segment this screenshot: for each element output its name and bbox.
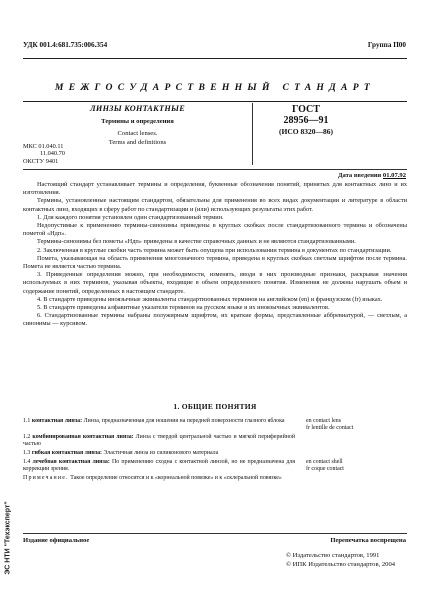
copyright-1991: © Издательство стандартов, 1991 <box>286 552 380 559</box>
term-name: лечебная контактная линза <box>32 459 108 466</box>
classification-codes <box>23 143 65 165</box>
term-en: en contact shell <box>306 459 343 466</box>
standard-type-heading: МЕЖГОСУДАРСТВЕННЫЙ СТАНДАРТ <box>54 82 376 93</box>
mks-code-1: 01.040.11 <box>38 143 64 150</box>
paragraph: 4. В стандарте приведены иноязычные эквиваленты стандартизованных терминов на английском (en) и французском (fr) языках. <box>37 295 383 303</box>
okstu-label: ОКСТУ <box>23 157 45 165</box>
term-number: 1.2 <box>23 434 31 440</box>
term-fr: fr lentille de contact <box>306 425 354 432</box>
date-rule <box>23 169 407 170</box>
paragraph: Термины-синонимы без пометы «Ндп» приведены в качестве справочных данных и не являются стандартизованными. <box>37 238 356 246</box>
note-text: Такое определение относится и к «корнеальной повязке» и к «склеральной повязке» <box>70 475 282 482</box>
term-en: en contact lens <box>306 418 342 424</box>
reprint-notice: Перепечатка воспрещена <box>330 537 406 544</box>
date-label: Дата введения <box>337 172 382 179</box>
term-definition: Эластичная линза из силиконового материала <box>103 450 219 457</box>
title-divider <box>252 103 253 165</box>
side-stamp <box>3 478 13 598</box>
paragraph: Помета, указывающая на область применения многозначного термина, приведена в круглых скобках светлым шрифтом после термина. Помета не является частью термина. <box>23 254 407 271</box>
term-name: контактная линза <box>31 418 81 424</box>
document-title: ЛИНЗЫ КОНТАКТНЫЕ <box>89 104 186 113</box>
term-number: 1.3 <box>23 450 31 457</box>
english-subtitle: Terms and definitions <box>108 139 167 146</box>
term-note <box>23 475 407 482</box>
term-definition: По применению сходна с контактной линзой, но не предназначена для коррекции зрения. <box>23 459 295 473</box>
iso-reference: (ИСО 8320—86) <box>279 127 333 136</box>
paragraph: 6. Стандартизованные термины набраны полужирным шрифтом, их краткие формы, представленные аббревиатурой, — светлым, а синонимы — курсивом. <box>23 312 407 328</box>
term-fr: fr coque contact <box>306 466 344 473</box>
term-definition: Линза, предназначенная для ношения на передней поверхности глазного яблока <box>83 418 285 424</box>
introduction-date <box>338 172 406 179</box>
english-title: Contact lenses. <box>117 130 158 137</box>
mks-code-2: 11.040.70 <box>40 150 65 158</box>
mks-label: МКС <box>23 143 37 150</box>
document-subtitle: Термины и определения <box>101 118 174 125</box>
body-text <box>23 181 407 329</box>
paragraph: 5. В стандарте приведены алфавитные указатели терминов на русском языке и их иноязычных эквивалентов. <box>37 304 330 312</box>
term-entry: 1.1 контактная линза: Линза, предназначенная для ношения на передней поверхности глазного яблока en contact lens fr lentille de contact <box>23 418 407 432</box>
okstu-code: 9401 <box>45 157 59 165</box>
side-stamp-text: ЭС НТИ "Техэксперт" <box>4 501 12 575</box>
term-entry: 1.2 комбинированная контактная линза: Линза с твердой центральной частью и мягкой периферийной частью <box>23 434 295 448</box>
date-value: 01.07.92 <box>382 172 406 179</box>
term-number: 1.4 <box>23 459 31 466</box>
term-entry: 1.4 лечебная контактная линза: По применению сходна с контактной линзой, но не предназначена для коррекции зрения. en contact shell fr coque contact <box>23 459 407 473</box>
udk-code: УДК 001.4:681.735:006.354 <box>23 41 108 49</box>
paragraph: Термины, установленные настоящим стандартом, обязательны для применения во всех видах документации и литературе в области контактных линз, входящих в сферу работ по стандартизации и (или) использующих результаты этих работ. <box>23 197 407 213</box>
copyright-2004: © ИПК Издательство стандартов, 2004 <box>286 561 396 568</box>
footer-rule <box>23 533 407 534</box>
term-name: гибкая контактная линза <box>31 450 101 457</box>
paragraph: 1. Для каждого понятия установлен один стандартизованный термин. <box>37 213 224 221</box>
paragraph: Настоящий стандарт устанавливает термины и определения, буквенные обозначения понятий, принятых для контактных линз и их изготовления. <box>23 181 407 197</box>
paragraph: 2. Заключенная в круглые скобки часть термина может быть опущена при использовании термина в документах по стандартизации. <box>37 246 392 254</box>
top-rule <box>23 58 407 59</box>
note-prefix: Примечание. <box>23 475 69 482</box>
gost-label: ГОСТ <box>292 104 320 115</box>
term-definition: Линза с твердой центральной частью и мягкой периферийной частью <box>23 434 295 448</box>
group-code: Группа П00 <box>367 41 406 49</box>
paragraph: Недопустимые к применению термины-синонимы приведены в круглых скобках после стандартизованного термина и обозначены пометой «Ндп». <box>23 222 407 238</box>
paragraph: 3. Приведенные определения можно, при необходимости, изменять, вводя в них производные признаки, раскрывая значения используемых в них терминов, указывая объекты, входящие в объем определенного понятия. Изменения не должны нарушать объем и содержание понятий, определенных в настоящем стандарте. <box>23 271 407 295</box>
heading-rule <box>23 101 407 102</box>
term-name: комбинированная контактная линза <box>32 434 132 440</box>
gost-number: 28956—91 <box>283 115 329 126</box>
term-entry: 1.3 гибкая контактная линза: Эластичная линза из силиконового материала <box>23 450 219 457</box>
official-edition: Издание официальное <box>23 537 90 544</box>
terms-list <box>23 418 407 483</box>
term-number: 1.1 <box>23 418 31 424</box>
section-heading: 1. ОБЩИЕ ПОНЯТИЯ <box>173 402 257 411</box>
